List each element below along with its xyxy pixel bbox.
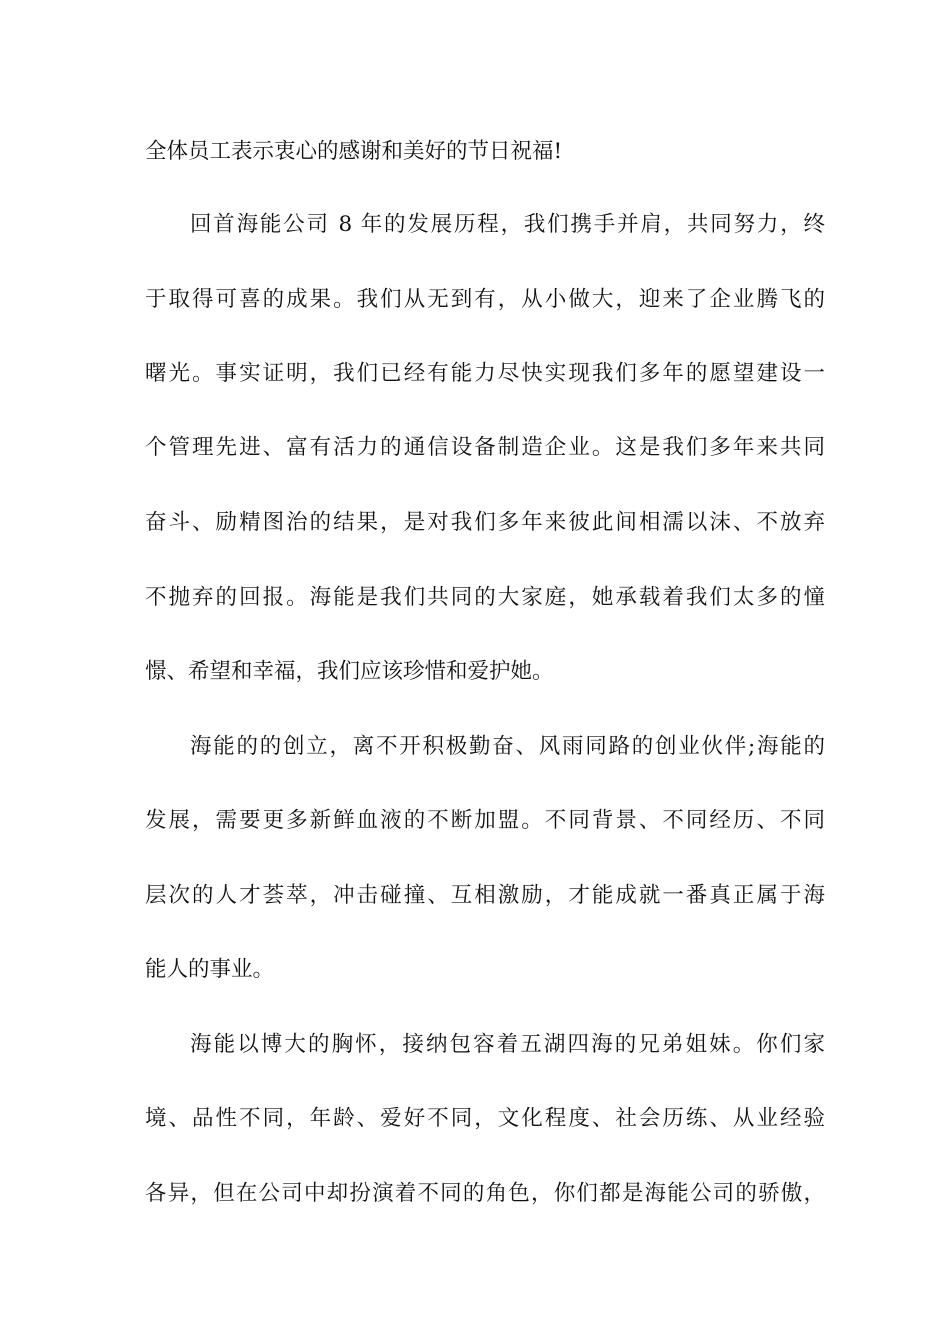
text-line: 奋斗、励精图治的结果，是对我们多年来彼此间相濡以沫、不放弃 [145, 510, 825, 535]
text-line: 能人的事业。 [145, 957, 275, 982]
text-line: 曙光。事实证明，我们已经有能力尽快实现我们多年的愿望建设一 [145, 361, 825, 386]
text-line: 境、品性不同，年龄、爱好不同，文化程度、社会历练、从业经验 [145, 1106, 825, 1131]
text-line: 于取得可喜的成果。我们从无到有，从小做大，迎来了企业腾飞的 [145, 287, 825, 312]
text-line: 全体员工表示衷心的感谢和美好的节日祝福! [145, 139, 563, 164]
text-line: 发展，需要更多新鲜血液的不断加盟。不同背景、不同经历、不同 [145, 808, 825, 833]
paragraph-first-line: 海能的的创立，离不开积极勤奋、风雨同路的创业伙伴;海能的 [190, 734, 825, 759]
text-line: 憬、希望和幸福，我们应该珍惜和爱护她。 [145, 659, 554, 684]
text-line: 层次的人才荟萃，冲击碰撞、互相激励，才能成就一番真正属于海 [145, 883, 825, 908]
paragraph-first-line: 回首海能公司 8 年的发展历程，我们携手并肩，共同努力，终 [190, 212, 825, 237]
text-line: 不抛弃的回报。海能是我们共同的大家庭，她承载着我们太多的憧 [145, 585, 825, 610]
paragraph-first-line: 海能以博大的胸怀，接纳包容着五湖四海的兄弟姐妹。你们家 [190, 1032, 825, 1057]
text-line: 各异，但在公司中却扮演着不同的角色，你们都是海能公司的骄傲， [145, 1181, 825, 1206]
text-line: 个管理先进、富有活力的通信设备制造企业。这是我们多年来共同 [145, 435, 825, 460]
